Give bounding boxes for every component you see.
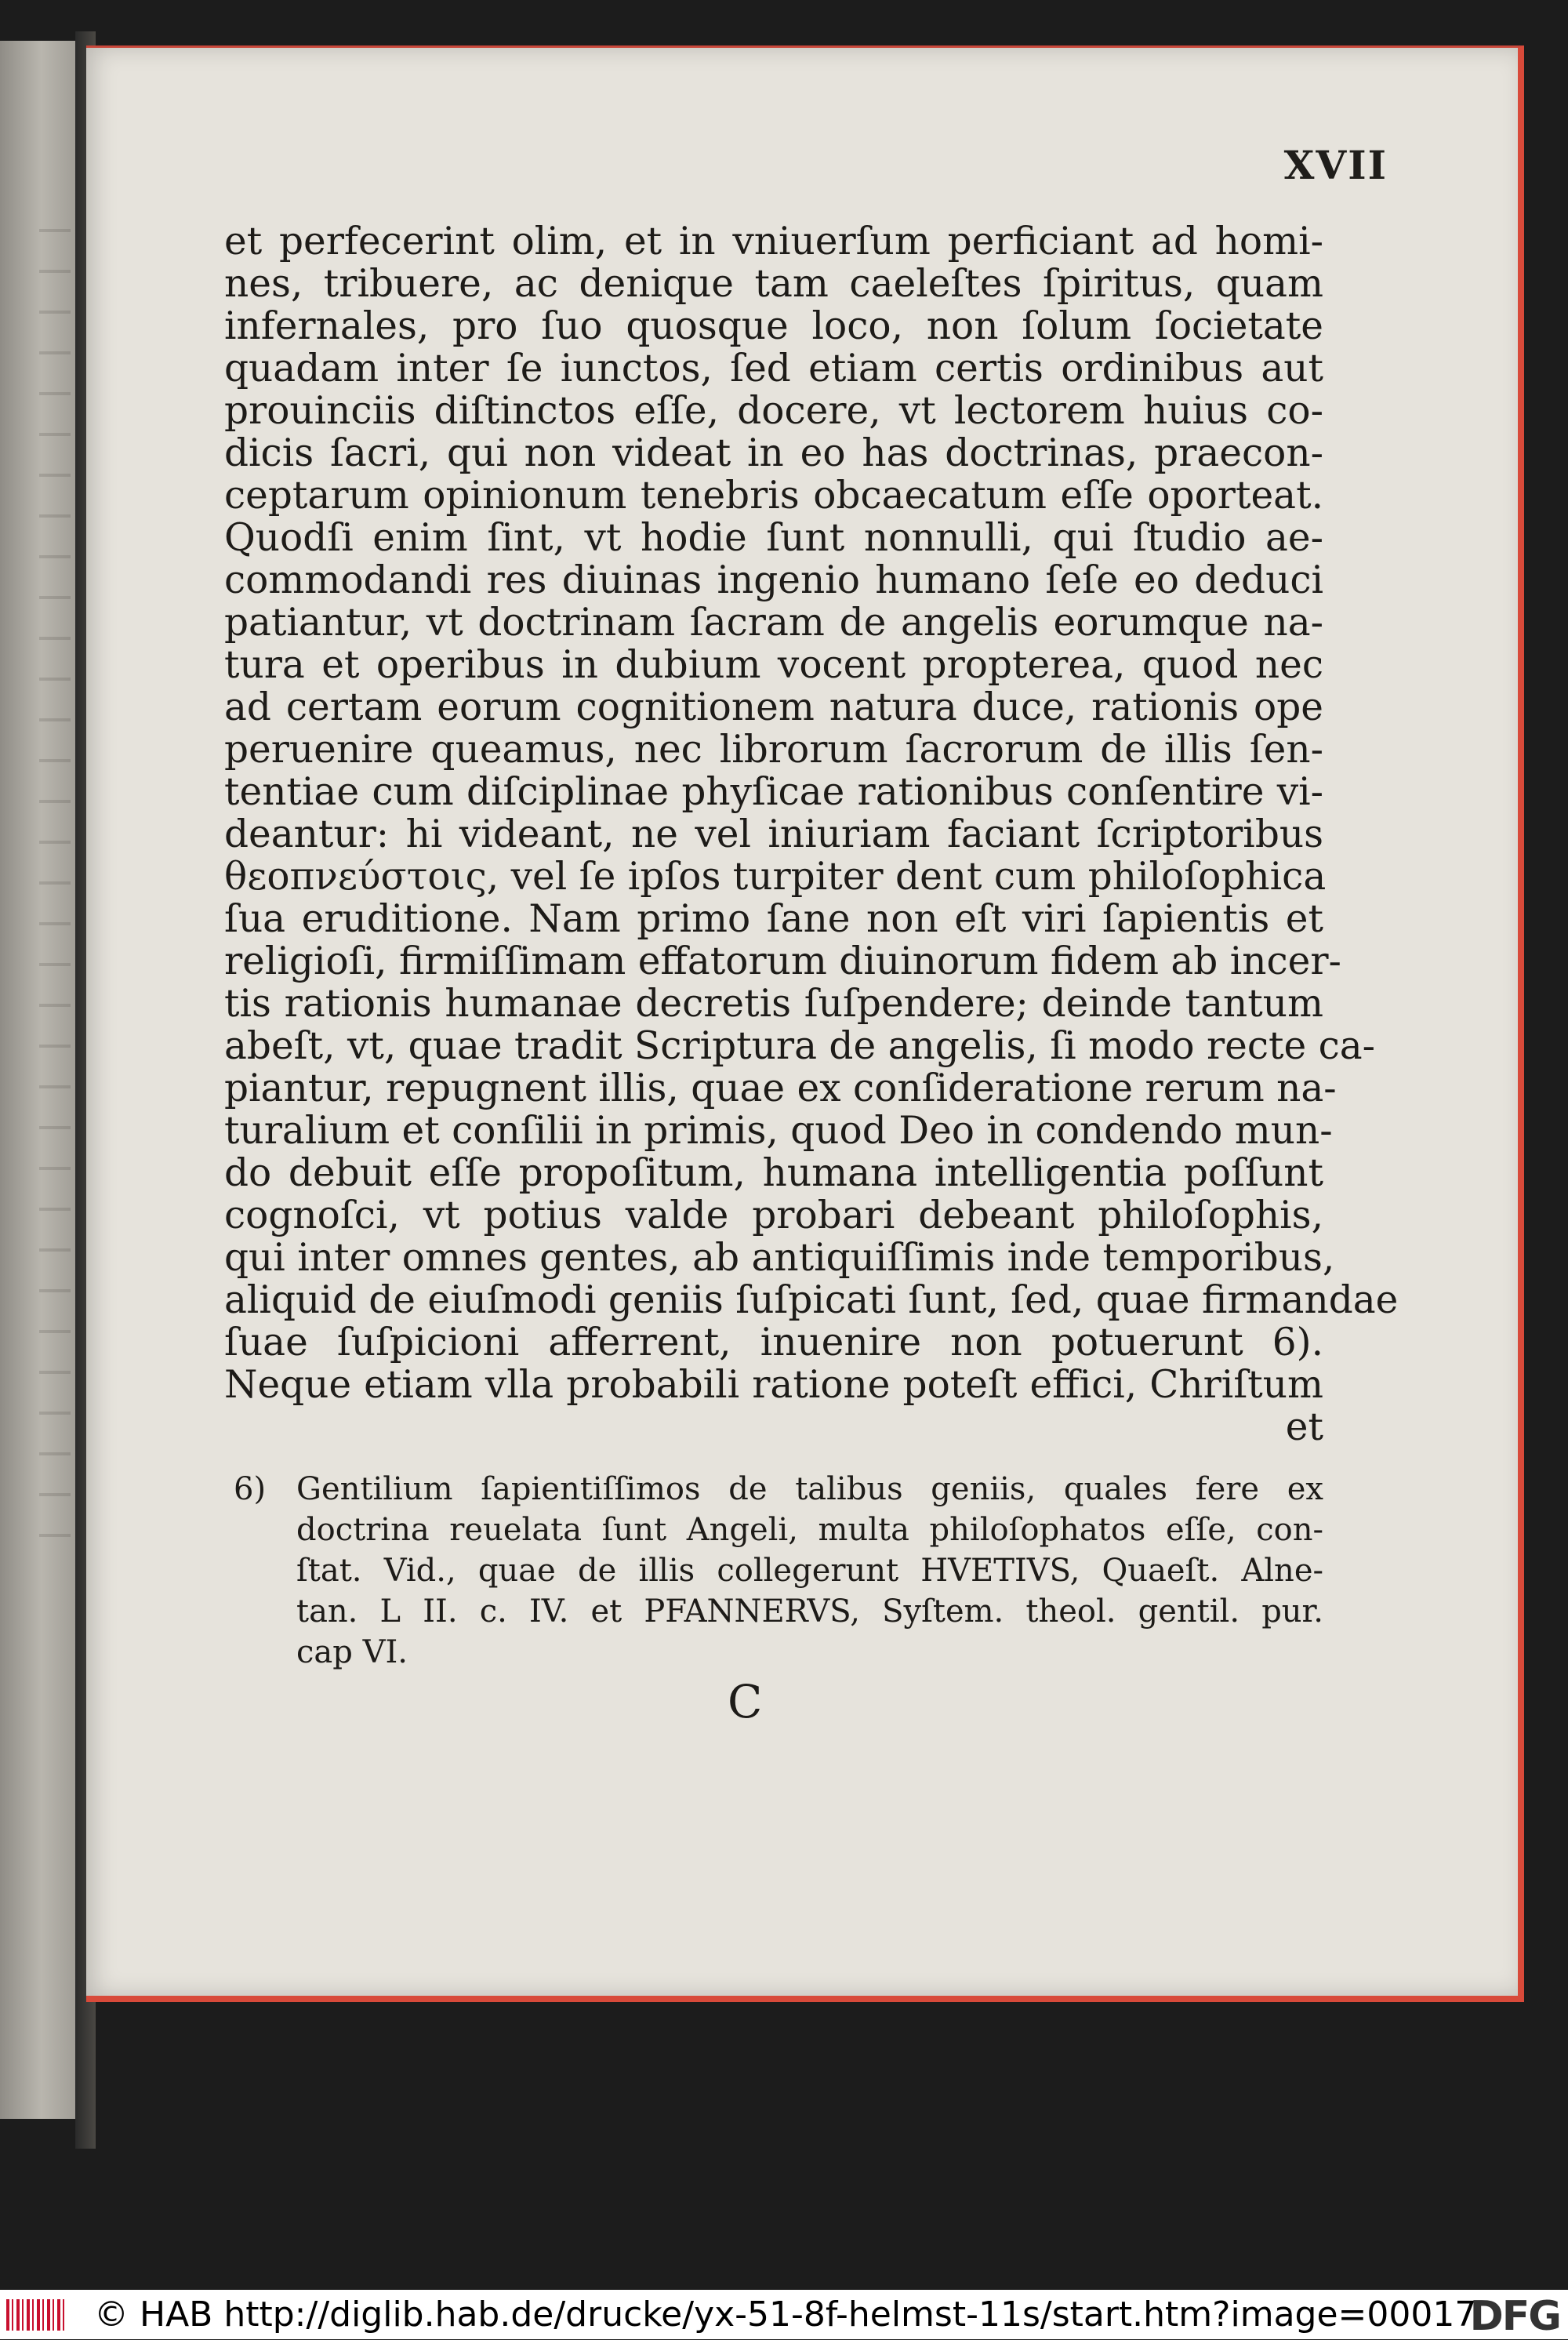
text-line: tentiae cum diſciplinae phyſicae rationibus conſentire vi-	[224, 770, 1323, 814]
text-line: deantur: hi videant, ne vel iniuriam faciant ſcriptoribus	[224, 812, 1323, 856]
footnote-line: Gentilium ſapientiſſimos de talibus geniis, quales fere ex	[296, 1471, 1323, 1507]
text-line: ceptarum opinionum tenebris obcaecatum eſſe oporteat.	[224, 474, 1323, 518]
text-line: tura et operibus in dubium vocent propterea, quod nec	[224, 643, 1323, 687]
footnote-line: ſtat. Vid., quae de illis collegerunt HVETIVS, Quaeſt. Alne-	[296, 1553, 1323, 1589]
footnote	[234, 1469, 1323, 1673]
text-line: cognoſci, vt potius valde probari debeant philoſophis,	[224, 1194, 1323, 1237]
text-line: commodandi res diuinas ingenio humano ſeſe eo deduci	[224, 558, 1323, 602]
dfg-logo: DFG	[1469, 2293, 1560, 2340]
text-line: religioſi, firmiſſimam effatorum diuinorum fidem ab incer-	[224, 939, 1341, 983]
text-line: nes, tribuere, ac denique tam caeleſtes ſpiritus, quam	[224, 262, 1323, 306]
footer-bar	[0, 2290, 1568, 2339]
text-line: turalium et conſilii in primis, quod Deo in condendo mun-	[224, 1109, 1333, 1153]
text-line: tis rationis humanae decretis ſuſpendere; deinde tantum	[224, 982, 1323, 1026]
footnote-line: tan. L II. c. IV. et PFANNERVS, Syſtem. theol. gentil. pur.	[296, 1593, 1323, 1630]
text-line: peruenire queamus, nec librorum ſacrorum de illis ſen-	[224, 728, 1323, 772]
facing-page-edge	[0, 41, 75, 2119]
text-line: infernales, pro ſuo quosque loco, non ſolum ſocietate	[224, 304, 1323, 348]
book-page	[86, 45, 1524, 2002]
body-text	[224, 220, 1399, 1449]
facing-page-text-fragment	[39, 229, 71, 1562]
text-line: et perfecerint olim, et in vniuerſum perficiant ad homi-	[224, 220, 1323, 263]
text-line: do debuit eſſe propoſitum, humana intelligentia poſſunt	[224, 1151, 1323, 1195]
text-line: prouinciis diſtinctos eſſe, docere, vt lectorem huius co-	[224, 389, 1323, 433]
page-number: XVII	[1283, 142, 1388, 188]
text-line: ſua eruditione. Nam primo ſane non eſt viri ſapientis et	[224, 897, 1323, 941]
barcode-icon	[6, 2299, 67, 2331]
text-line: piantur, repugnent illis, quae ex conſideratione rerum na-	[224, 1066, 1337, 1110]
text-line: patiantur, vt doctrinam ſacram de angelis eorumque na-	[224, 601, 1323, 645]
signature-mark: C	[728, 1675, 763, 1728]
text-line: aliquid de eiuſmodi geniis ſuſpicati ſunt, ſed, quae firmandae	[224, 1278, 1399, 1322]
text-line: θεοπνεύστοις, vel ſe ipſos turpiter dent cum philoſophica	[224, 855, 1327, 899]
text-line: dicis ſacri, qui non videat in eo has doctrinas, praecon-	[224, 431, 1323, 475]
text-line: abeſt, vt, quae tradit Scriptura de angelis, ſi modo recte ca-	[224, 1024, 1376, 1068]
footer-credit-link[interactable]: © HAB http://diglib.hab.de/drucke/yx-51-8f-helmst-11s/start.htm?image=00017	[94, 2295, 1477, 2335]
text-line: quadam inter ſe iunctos, ſed etiam certis ordinibus aut	[224, 347, 1323, 391]
text-line: Neque etiam vlla probabili ratione poteſt effici, Chriſtum	[224, 1363, 1323, 1407]
catchword: et	[1285, 1405, 1323, 1449]
footnote-marker: 6)	[234, 1471, 267, 1507]
text-line: ſuae ſuſpicioni afferrent, inuenire non potuerunt 6).	[224, 1321, 1323, 1364]
footnote-line: cap VI.	[296, 1634, 408, 1670]
footnote-line: doctrina reuelata ſunt Angeli, multa philoſophatos eſſe, con-	[296, 1512, 1323, 1548]
text-line: ad certam eorum cognitionem natura duce, rationis ope	[224, 685, 1323, 729]
text-line: qui inter omnes gentes, ab antiquiſſimis inde temporibus,	[224, 1236, 1335, 1280]
text-line: Quodſi enim ſint, vt hodie ſunt nonnulli, qui ſtudio ae-	[224, 516, 1323, 560]
